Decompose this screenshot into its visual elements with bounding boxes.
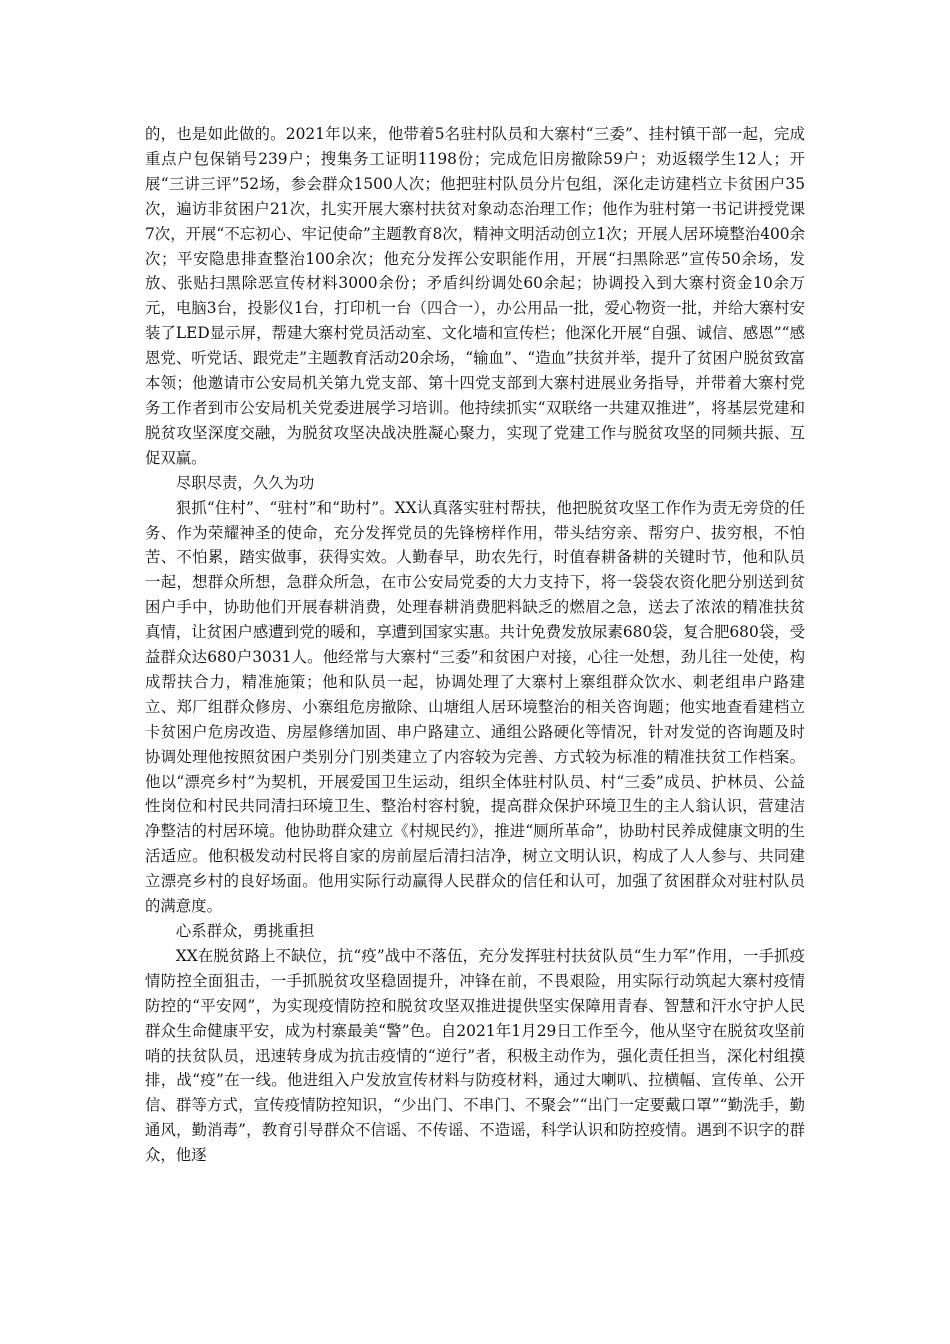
body-paragraph-3: XX在脱贫路上不缺位，抗“疫”战中不落伍，充分发挥驻村扶贫队员“生力军”作用，一手抓疫情防控全面狙击，一手抓脱贫攻坚稳固提升，冲锋在前，不畏艰险，用实际行动筑起大寨村疫情防控的“平安网”，为实现疫情防控和脱贫攻坚双推进提供坚实保障用青春、智慧和汗水守护人民群众生命健康平安，成为村寨最美“警”色。自2021年1月29日工作至今，他从坚守在脱贫攻坚前哨的扶贫队员，迅速转身成为抗击疫情的“逆行”者，积极主动作为，强化责任担当，深化村组摸排，战“疫”在一线。他进组入户发放宣传材料与防疫材料，通过大喇叭、拉横幅、宣传单、公开信、群等方式，宣传疫情防控知识，“少出门、不串门、不聚会”“出门一定要戴口罩”“勤洗手，勤通风，勤消毒”，教育引导群众不信谣、不传谣、不造谣，科学认识和防控疫情。遇到不识字的群众，他逐 [145, 946, 805, 1165]
body-paragraph-1: 的，也是如此做的。2021年以来，他带着5名驻村队员和大寨村“三委”、挂村镇干部一起，完成重点户包保销号239户；搜集务工证明1198份；完成危旧房撤除59户；劝返辍学生12人；开展“三讲三评”52场，参会群众1500人次；他把驻村队员分片包组，深化走访建档立卡贫困户35次，遍访非贫困户21次，扎实开展大寨村扶贫对象动态治理工作；他作为驻村第一书记讲授党课7次，开展“不忘初心、牢记使命”主题教育8次，精神文明活动创立1次；开展人居环境整治400余次；平安隐患排查整治100余次；他充分发挥公安职能作用，开展“扫黑除恶”宣传50余场，发放、张贴扫黑除恶宣传材料3000余份；矛盾纠纷调处60余起；协调投入到大寨村资金10余万元，电脑3台，投影仪1台，打印机一台（四合一），办公用品一批，爱心物资一批，并给大寨村安装了LED显示屏，帮建大寨村党员活动室、文化墙和宣传栏；他深化开展“自强、诚信、感恩”“感恩党、听党话、跟党走”主题教育活动20余场，“输血”、“造血”扶贫并举，提升了贫困户脱贫致富本领；他邀请市公安局机关第九党支部、第十四党支部到大寨村进展业务指导，并带着大寨村党务工作者到市公安局机关党委进展学习培训。他持续抓实“双联络一共建双推进”，将基层党建和脱贫攻坚深度交融，为脱贫攻坚决战决胜凝心聚力，实现了党建工作与脱贫攻坚的同频共振、互促双赢。 [145, 125, 805, 467]
body-paragraph-2: 狠抓“住村”、“驻村”和“助村”。XX认真落实驻村帮扶，他把脱贫攻坚工作作为责无旁贷的任务、作为荣耀神圣的使命，充分发挥党员的先锋榜样作用，带头结穷亲、帮穷户、拔穷根，不怕苦、不怕累，踏实做事，获得实效。人勤春早，助农先行，时值春耕备耕的关键时节，他和队员一起，想群众所想，急群众所急，在市公安局党委的大力支持下，将一袋袋农资化肥分别送到贫困户手中，协助他们开展春耕消费，处理春耕消费肥料缺乏的燃眉之急，送去了浓浓的精准扶贫真情，让贫困户感遭到党的暖和，享遭到国家实惠。共计免费发放尿素680袋，复合肥680袋，受益群众达680户3031人。他经常与大寨村“三委”和贫困户对接，心往一处想，劲儿往一处使，构成帮扶合力，精准施策；他和队员一起，协调处理了大寨村上寨组群众饮水、刺老组串户路建立、郑厂组群众修房、小寨组危房撤除、山塘组人居环境整治的相关咨询题；他实地查看建档立卡贫困户危房改造、房屋修缮加固、串户路建立、通组公路硬化等情况，针对发觉的咨询题及时协调处理他按照贫困户类别分门别类建立了内容较为完善、方式较为标准的精准扶贫工作档案。他以“漂亮乡村”为契机，开展爱国卫生运动，组织全体驻村队员、村“三委”成员、护林员、公益性岗位和村民共同清扫环境卫生、整治村容村貌，提高群众保护环境卫生的主人翁认识，营建洁净整洁的村居环境。他协助群众建立《村规民约》，推进“厕所革命”，协助村民养成健康文明的生活适应。他积极发动村民将自家的房前屋后清扫洁净，树立文明认识，构成了人人参与、共同建立漂亮乡村的良好场面。他用实际行动赢得人民群众的信任和认可，加强了贫困群众对驻村队员的满意度。 [145, 498, 805, 916]
section-heading-1: 尽职尽责，久久为功 [175, 473, 315, 492]
document-page [145, 122, 805, 1168]
section-heading-2: 心系群众，勇挑重担 [175, 922, 315, 940]
